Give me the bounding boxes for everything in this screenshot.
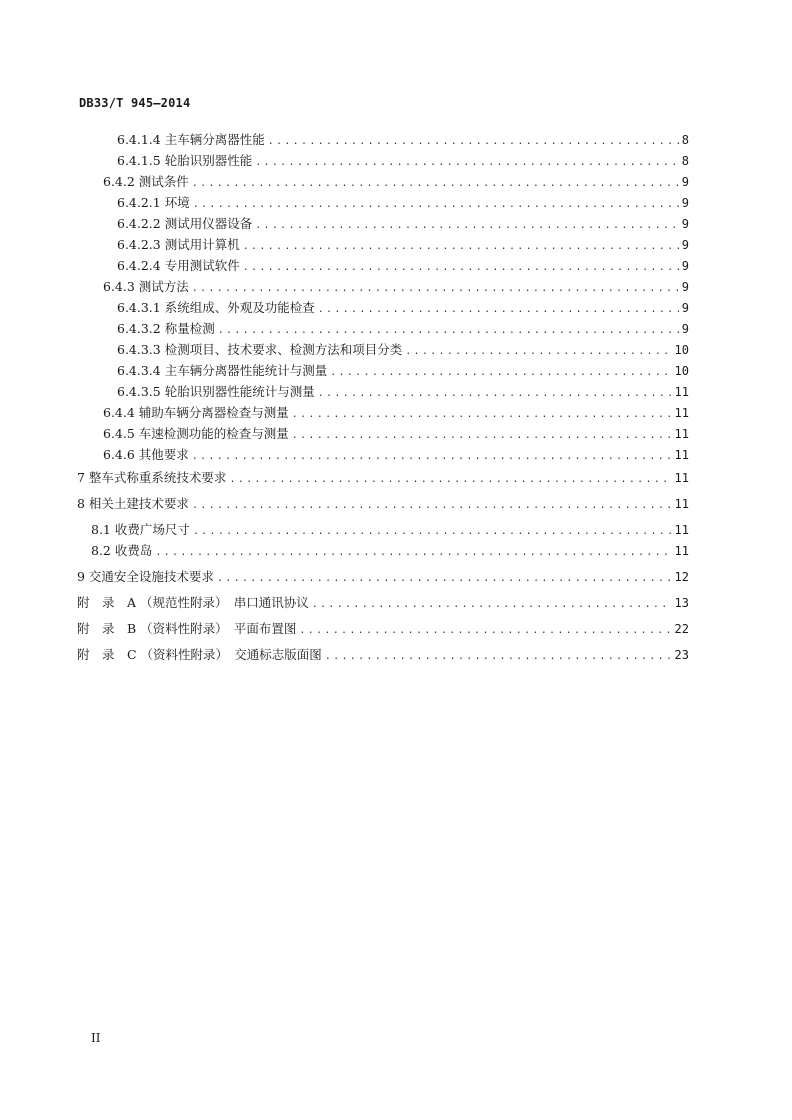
toc-leader-dots: [255, 157, 679, 168]
toc-leader-dots: [192, 178, 679, 189]
toc-entry-label: 6.4.2.2 测试用仪器设备: [117, 216, 253, 231]
toc-entry-page: 9: [681, 280, 689, 294]
toc-entry-label: 9 交通安全设施技术要求: [77, 569, 214, 584]
toc-entry-page: 8: [681, 133, 689, 147]
toc-entry-label: 6.4.6 其他要求: [103, 447, 189, 462]
toc-entry[interactable]: [117, 214, 689, 232]
toc-entry[interactable]: [103, 172, 689, 190]
toc-entry-page: 11: [674, 448, 689, 462]
toc-entry[interactable]: [103, 424, 689, 442]
document-header: DB33/T 945—2014: [79, 96, 191, 110]
toc-entry[interactable]: [117, 382, 689, 400]
page-number: II: [91, 1031, 101, 1045]
toc-entry-page: 11: [674, 523, 689, 537]
toc-leader-dots: [268, 136, 679, 147]
toc-entry-label: 6.4.2.3 测试用计算机: [117, 237, 240, 252]
toc-leader-dots: [330, 367, 671, 378]
toc-entry-page: 22: [674, 622, 689, 636]
toc-entry-label: 6.4.3.3 检测项目、技术要求、检测方法和项目分类: [117, 342, 403, 357]
toc-entry[interactable]: [77, 494, 689, 512]
toc-entry-page: 23: [674, 648, 689, 662]
toc-entry-label: 附 录 C （资料性附录） 交通标志版面图: [77, 647, 322, 662]
toc-leader-dots: [192, 451, 672, 462]
toc-leader-dots: [155, 547, 671, 558]
toc-entry-label: 附 录 A （规范性附录） 串口通讯协议: [77, 595, 309, 610]
toc-entry-label: 附 录 B （资料性附录） 平面布置图: [77, 621, 297, 636]
toc-entry-page: 10: [674, 343, 689, 357]
toc-entry[interactable]: [103, 445, 689, 463]
toc-leader-dots: [318, 304, 679, 315]
toc-entry[interactable]: [117, 340, 689, 358]
toc-entry[interactable]: [77, 567, 689, 585]
toc-entry-page: 9: [681, 238, 689, 252]
toc-leader-dots: [325, 651, 672, 662]
toc-entry[interactable]: [77, 645, 689, 663]
toc-entry-page: 9: [681, 217, 689, 231]
toc-leader-dots: [318, 388, 672, 399]
toc-entry-page: 13: [674, 596, 689, 610]
toc-leader-dots: [243, 241, 679, 252]
toc-entry-page: 10: [674, 364, 689, 378]
toc-leader-dots: [193, 199, 679, 210]
toc-entry-page: 9: [681, 301, 689, 315]
toc-entry-page: 11: [674, 544, 689, 558]
toc-entry-page: 12: [674, 570, 689, 584]
toc-entry-label: 6.4.3.2 称量检测: [117, 321, 215, 336]
toc-leader-dots: [292, 409, 672, 420]
toc-leader-dots: [292, 430, 672, 441]
toc-entry-label: 6.4.3.5 轮胎识别器性能统计与测量: [117, 384, 315, 399]
toc-entry[interactable]: [117, 298, 689, 316]
toc-entry-label: 6.4.1.4 主车辆分离器性能: [117, 132, 265, 147]
toc-entry[interactable]: [103, 403, 689, 421]
toc-leader-dots: [217, 573, 672, 584]
toc-entry-label: 8.1 收费广场尺寸: [91, 522, 190, 537]
toc-leader-dots: [255, 220, 679, 231]
toc-leader-dots: [405, 346, 671, 357]
toc-entry-page: 11: [674, 427, 689, 441]
toc-entry[interactable]: [117, 319, 689, 337]
toc-entry[interactable]: [77, 468, 689, 486]
toc-entry-page: 8: [681, 154, 689, 168]
toc-leader-dots: [192, 283, 679, 294]
toc-entry-page: 9: [681, 259, 689, 273]
toc-entry-label: 6.4.3.4 主车辆分离器性能统计与测量: [117, 363, 328, 378]
toc-entry-label: 7 整车式称重系统技术要求: [77, 470, 227, 485]
toc-entry-page: 11: [674, 406, 689, 420]
toc-entry[interactable]: [117, 130, 689, 148]
toc-leader-dots: [193, 526, 672, 537]
toc-entry-page: 9: [681, 175, 689, 189]
toc-entry-page: 9: [681, 196, 689, 210]
toc-leader-dots: [299, 625, 671, 636]
toc-entry-label: 6.4.4 辅助车辆分离器检查与测量: [103, 405, 289, 420]
toc-entry-page: 11: [674, 471, 689, 485]
toc-entry[interactable]: [91, 541, 689, 559]
toc-entry-label: 6.4.3 测试方法: [103, 279, 189, 294]
toc-entry-label: 6.4.2 测试条件: [103, 174, 189, 189]
toc-leader-dots: [192, 500, 672, 511]
toc-entry-label: 6.4.5 车速检测功能的检查与测量: [103, 426, 289, 441]
toc-leader-dots: [312, 599, 672, 610]
toc-leader-dots: [229, 474, 671, 485]
toc-entry-page: 11: [674, 385, 689, 399]
toc-entry-label: 6.4.1.5 轮胎识别器性能: [117, 153, 253, 168]
toc-entry-label: 6.4.3.1 系统组成、外观及功能检查: [117, 300, 315, 315]
toc-entry[interactable]: [117, 361, 689, 379]
toc-entry[interactable]: [103, 277, 689, 295]
toc-entry[interactable]: [77, 593, 689, 611]
toc-entry[interactable]: [117, 193, 689, 211]
toc-entry[interactable]: [91, 520, 689, 538]
toc-entry-page: 11: [674, 497, 689, 511]
toc-leader-dots: [218, 325, 679, 336]
toc-entry[interactable]: [77, 619, 689, 637]
toc-entry-page: 9: [681, 322, 689, 336]
toc-entry-label: 8 相关土建技术要求: [77, 496, 189, 511]
toc-entry-label: 8.2 收费岛: [91, 543, 153, 558]
toc-entry-label: 6.4.2.1 环境: [117, 195, 190, 210]
toc-entry[interactable]: [117, 256, 689, 274]
toc-entry-label: 6.4.2.4 专用测试软件: [117, 258, 240, 273]
toc-leader-dots: [243, 262, 679, 273]
toc-entry[interactable]: [117, 151, 689, 169]
toc-entry[interactable]: [117, 235, 689, 253]
